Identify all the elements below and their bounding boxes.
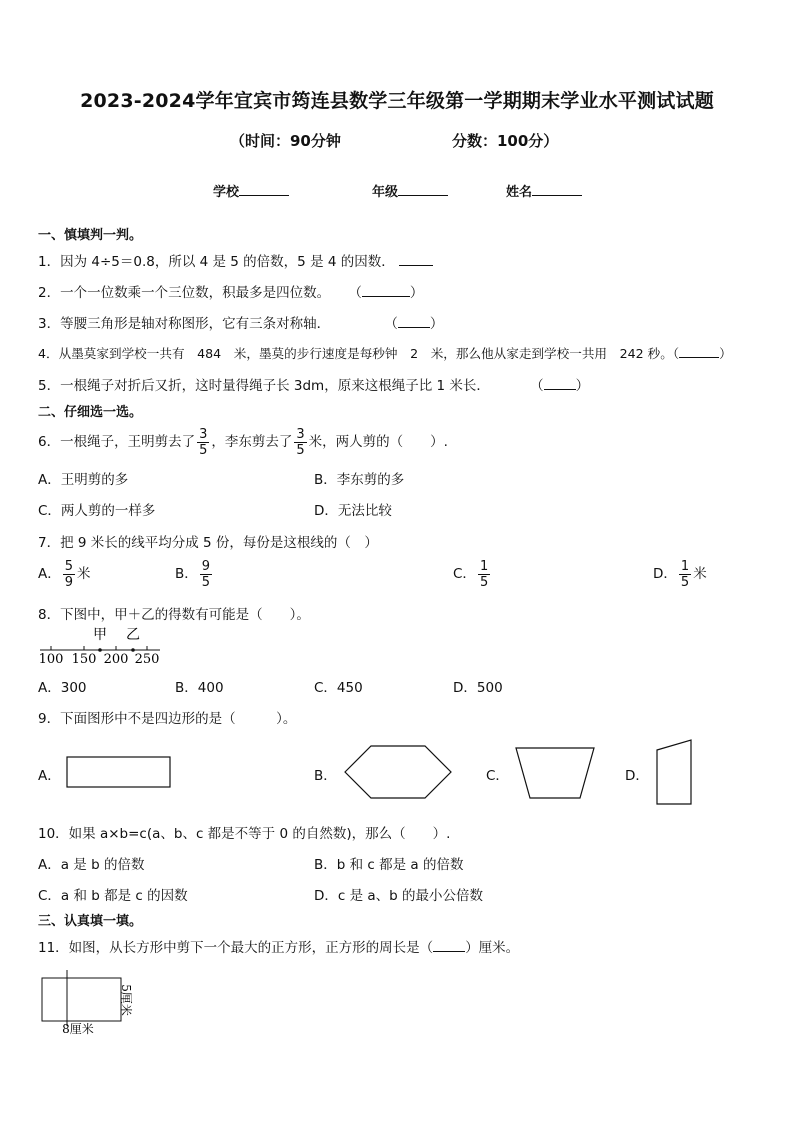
option-label: D． — [653, 566, 677, 582]
question-1 — [38, 250, 433, 270]
trapezoid-shape — [514, 746, 596, 800]
school-field — [213, 181, 289, 200]
number-line-figure — [36, 623, 166, 669]
height-label: 5厘米 — [119, 984, 133, 1016]
option-b[interactable] — [175, 556, 214, 592]
option-a[interactable]: A．300 — [38, 680, 87, 696]
question-3-blank[interactable] — [398, 313, 430, 328]
section-3-heading: 三、认真填一填。 — [38, 914, 143, 929]
fraction-numerator: 1 — [680, 558, 690, 574]
school-label: 学校 — [213, 185, 240, 200]
question-5 — [38, 374, 589, 394]
question-11-text: 11．如图，从长方形中剪下一个最大的正方形，正方形的周长是（ — [38, 940, 434, 956]
fraction — [200, 560, 212, 589]
option-c[interactable] — [453, 556, 492, 592]
question-6 — [38, 424, 448, 460]
grade-field — [372, 181, 448, 200]
width-label: 8厘米 — [62, 1022, 94, 1036]
option-c[interactable]: C．两人剪的一样多 — [38, 503, 156, 519]
question-6-text: 米，两人剪的（ ）. — [308, 434, 448, 450]
paren-right: ） — [409, 285, 424, 301]
name-field — [506, 181, 582, 200]
rectangle-shape — [66, 756, 172, 789]
question-10: 10．如果 a×b=c(a、b、c 都是不等于 0 的自然数)，那么（ ）. — [38, 826, 451, 842]
fraction-denominator: 9 — [64, 574, 74, 590]
question-2 — [38, 281, 423, 301]
paren-left: （ — [672, 346, 680, 361]
tick-label: 200 — [103, 652, 129, 667]
fraction — [197, 428, 209, 457]
fraction — [679, 560, 691, 589]
option-a[interactable] — [38, 556, 91, 592]
question-3-text: 3．等腰三角形是轴对称图形，它有三条对称轴． — [38, 316, 331, 332]
question-3 — [38, 312, 443, 332]
option-d[interactable]: D．无法比较 — [314, 503, 392, 519]
option-c[interactable]: C． — [486, 768, 509, 784]
question-6-text: 6．一根绳子，王明剪去了 — [38, 434, 196, 450]
fraction-numerator: 1 — [479, 558, 489, 574]
grade-blank[interactable] — [398, 181, 448, 196]
option-b[interactable]: B．李东剪的多 — [314, 472, 405, 488]
fraction-denominator: 5 — [201, 574, 211, 590]
point-jia — [98, 648, 102, 652]
question-2-text: 2．一个一位数乘一个三位数，积最多是四位数。 — [38, 285, 331, 301]
paren-right: ） — [719, 346, 732, 361]
paren-left: （ — [530, 378, 544, 394]
option-d[interactable]: D．500 — [453, 680, 503, 696]
fraction — [63, 560, 75, 589]
paren-right: ） — [429, 316, 444, 332]
label-jia: 甲 — [93, 627, 107, 643]
right-trapezoid-shape — [655, 738, 693, 806]
tick-label: 100 — [38, 652, 64, 667]
fraction-denominator: 5 — [296, 442, 305, 458]
paren-left: （ — [384, 316, 398, 332]
fraction-denominator: 5 — [199, 442, 208, 458]
fraction-numerator: 3 — [199, 426, 208, 442]
unit: 米 — [693, 566, 707, 582]
unit: 米 — [77, 566, 91, 582]
fraction-numerator: 3 — [296, 426, 305, 442]
option-a[interactable]: A．王明剪的多 — [38, 472, 129, 488]
question-9: 9．下面图形中不是四边形的是（ ）。 — [38, 711, 297, 727]
school-blank[interactable] — [239, 181, 289, 196]
grade-label: 年级 — [372, 185, 399, 200]
question-11-text: ）厘米。 — [465, 940, 520, 956]
question-4-text: 4．从墨莫家到学校一共有 484 米，墨莫的步行速度是每秒钟 2 米，那么他从家走到学校一共用 242 秒。 — [38, 346, 673, 361]
option-a[interactable]: A．a 是 b 的倍数 — [38, 857, 145, 873]
option-label: C． — [453, 566, 476, 582]
option-d[interactable]: D．c 是 a、b 的最小公倍数 — [314, 888, 484, 904]
paren-left: （ — [348, 285, 362, 301]
question-1-blank[interactable] — [399, 251, 433, 266]
page-title: 2023-2024学年宜宾市筠连县数学三年级第一学期期末学业水平测试试题 — [80, 90, 714, 112]
section-1-heading: 一、慎填判一判。 — [38, 228, 143, 243]
question-6-text: ，李东剪去了 — [211, 434, 293, 450]
paren-right: ） — [575, 378, 590, 394]
question-11 — [38, 936, 519, 956]
option-d[interactable]: D． — [625, 768, 649, 784]
fraction-denominator: 5 — [680, 574, 690, 590]
option-c[interactable]: C．a 和 b 都是 c 的因数 — [38, 888, 188, 904]
question-11-blank[interactable] — [433, 937, 465, 952]
outer-rectangle — [42, 978, 121, 1021]
question-1-text: 1．因为 4÷5＝0.8，所以 4 是 5 的倍数，5 是 4 的因数． — [38, 254, 395, 270]
rectangle-square-figure — [38, 968, 133, 1038]
option-label: A． — [38, 566, 61, 582]
fraction-numerator: 5 — [64, 558, 74, 574]
question-8: 8．下图中，甲＋乙的得数有可能是（ ）。 — [38, 607, 310, 623]
section-2-heading: 二、仔细选一选。 — [38, 405, 143, 420]
fraction — [294, 428, 306, 457]
name-label: 姓名 — [506, 185, 533, 200]
fraction — [478, 560, 490, 589]
option-a[interactable]: A． — [38, 768, 61, 784]
question-5-text: 5．一根绳子对折后又折，这时量得绳子长 3dm，原来这根绳子比 1 米长． — [38, 378, 490, 394]
option-b[interactable]: B． — [314, 768, 337, 784]
option-d[interactable] — [653, 556, 707, 592]
option-b[interactable]: B．400 — [175, 680, 224, 696]
name-blank[interactable] — [532, 181, 582, 196]
question-2-blank[interactable] — [362, 282, 410, 297]
question-7: 7．把 9 米长的线平均分成 5 份，每份是这根线的（ ） — [38, 535, 378, 551]
option-label: B． — [175, 566, 198, 582]
hexagon-shape — [343, 744, 453, 800]
question-5-blank[interactable] — [544, 375, 576, 390]
fraction-numerator: 9 — [201, 558, 211, 574]
exam-time: （时间：90分钟 — [230, 132, 341, 150]
question-4-blank[interactable] — [679, 343, 719, 358]
label-yi: 乙 — [126, 627, 140, 643]
option-c[interactable]: C．450 — [314, 680, 363, 696]
option-b[interactable]: B．b 和 c 都是 a 的倍数 — [314, 857, 464, 873]
exam-score: 分数：100分） — [452, 132, 559, 150]
question-4 — [38, 343, 732, 362]
tick-label: 250 — [134, 652, 160, 667]
tick-label: 150 — [71, 652, 97, 667]
fraction-denominator: 5 — [479, 574, 489, 590]
